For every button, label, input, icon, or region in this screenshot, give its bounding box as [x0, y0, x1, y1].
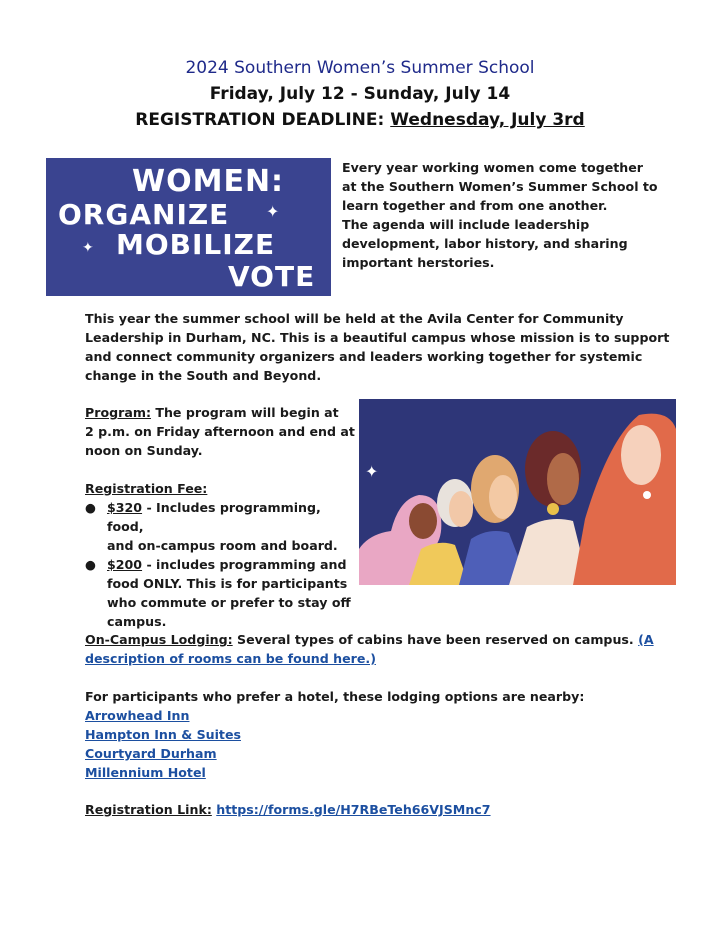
sparkle-icon: ✦ — [266, 202, 281, 221]
hotel-link-millennium-hotel[interactable]: Millennium Hotel — [85, 765, 206, 780]
banner-line-women: WOMEN: — [132, 164, 285, 199]
registration-deadline — [0, 110, 720, 130]
women-illustration-svg — [359, 399, 676, 585]
bullet-icon: ● — [85, 557, 96, 572]
deadline-label: REGISTRATION DEADLINE: — [135, 110, 385, 130]
program-section: Program: The program will begin at 2 p.m. on Friday afternoon and end at noon on Sunday. — [85, 405, 355, 458]
list-item: ● $200 - includes programming and food ONLY. This is for participants who commute or prefer to stay off campus. — [85, 557, 351, 629]
banner-line-mobilize: MOBILIZE — [116, 228, 276, 261]
event-dates: Friday, July 12 - Sunday, July 14 — [209, 84, 511, 104]
hotel-link-courtyard-durham[interactable]: Courtyard Durham — [85, 746, 217, 761]
sparkle-icon: ✦ — [82, 240, 95, 256]
hotel-link-hampton-inn[interactable]: Hampton Inn & Suites — [85, 727, 241, 742]
registration-link[interactable]: https://forms.gle/H7RBeTeh66VJSMnc7 — [216, 802, 491, 817]
lodging-section: On-Campus Lodging: Several types of cabins have been reserved on campus. (A description of rooms can be found here.) — [85, 632, 654, 666]
page-title: 2024 Southern Women’s Summer School — [185, 58, 535, 78]
banner-line-vote: VOTE — [228, 260, 316, 293]
program-label: Program: — [85, 405, 151, 420]
registration-link-section — [85, 800, 685, 819]
banner-line-organize: ORGANIZE — [58, 198, 230, 231]
location-paragraph: This year the summer school will be held at the Avila Center for Community Leadership in Durham, NC. This is a beautiful campus whose mission is to support and connect community organizers and leaders working together for systemic change in the South and Beyond. — [85, 311, 670, 383]
registration-fee-section — [85, 479, 355, 631]
hotel-section — [85, 687, 685, 782]
bullet-icon: ● — [85, 500, 96, 515]
hotel-intro: For participants who prefer a hotel, these lodging options are nearby: — [85, 689, 585, 704]
lodging-label: On-Campus Lodging: — [85, 632, 233, 647]
list-item: ● $320 - Includes programming, food, and on-campus room and board. — [85, 500, 338, 553]
hotel-link-arrowhead-inn[interactable]: Arrowhead Inn — [85, 708, 190, 723]
deadline-value: Wednesday, July 3rd — [390, 110, 585, 130]
sparkle-icon: ✦ — [365, 462, 379, 481]
room-description-link[interactable]: (A — [638, 632, 654, 647]
intro-paragraph: Every year working women come together at the Southern Women’s Summer School to learn together and from one another. The agenda will include leadership development, labor history, and sharing important herstories. — [342, 160, 658, 270]
fee-label: Registration Fee: — [85, 481, 208, 496]
women-organize-banner — [46, 158, 331, 296]
registration-link-label: Registration Link: — [85, 802, 212, 817]
women-illustration — [359, 399, 676, 585]
room-description-link-continued[interactable]: description of rooms can be found here.) — [85, 651, 376, 666]
fee-list — [85, 498, 355, 631]
